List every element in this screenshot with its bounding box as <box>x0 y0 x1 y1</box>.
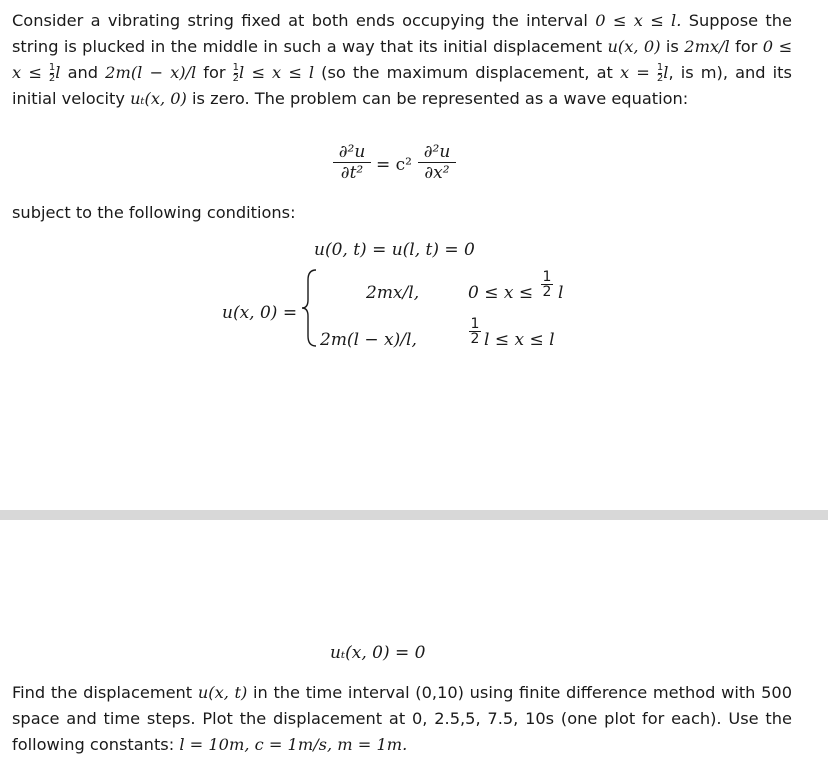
l-symbol: l <box>558 283 564 303</box>
case1-cond: 0 ≤ x ≤ <box>468 283 534 303</box>
wave-eq-rhs: ∂²u ∂x² <box>418 142 456 183</box>
text: for <box>203 63 226 82</box>
math: 2mx/l <box>684 37 730 56</box>
boundary-condition: u(0, t) = u(l, t) = 0 <box>314 240 475 260</box>
wave-eq-lhs: ∂²u ∂t² <box>333 142 371 183</box>
task-text: Find the displacement u(x, t) in the time interval (0,10) using finite difference method with 500 space and time steps. Plot the displacement at 0, 2.5,5, 7.5, 10s (one plot for each). Use the following constants: l = 10m, c = 1m/s, m = 1m. <box>12 683 792 754</box>
piecewise-lhs: u(x, 0) = <box>222 303 298 323</box>
subject-text: subject to the following conditions: <box>12 203 296 222</box>
math: l = 10m, <box>179 735 250 754</box>
case1-expr: 2mx/l, <box>366 283 420 303</box>
text: and <box>67 63 99 82</box>
text: initial velocity <box>12 89 125 108</box>
math: u(x, t) <box>197 683 248 702</box>
brace-icon <box>300 268 320 348</box>
fraction-half: $\frac{1}{2}$ <box>656 62 664 84</box>
section-divider <box>0 510 828 520</box>
math: u(x, 0) <box>607 37 661 56</box>
math: c = 1m/s, <box>254 735 333 754</box>
case2-expr: 2m(l − x)/l, <box>320 330 417 350</box>
problem-statement: Consider a vibrating string fixed at both ends occupying the interval 0 ≤ x ≤ l. Suppose the string is plucked in the middle in such a way that its initial displacement u(x, 0) is 2mx/l for 0 ≤ x ≤ $\frac{1}{2}$ l and 2m(l − x)/l for $\frac{1}{2}$ l ≤ x ≤ l (so the maximum displacement, at x = $\frac{1}{2}$ l, is m), and its initial velocity uₜ(x, 0) is zero. The problem can be represented as a wave equation: <box>12 11 793 108</box>
fraction-half: $\frac{1}{2}$ <box>48 62 56 84</box>
fraction-half: 1 2 <box>542 269 552 300</box>
math: x = <box>620 63 650 82</box>
case2-cond: l ≤ x ≤ l <box>484 330 555 350</box>
math: 0 ≤ x ≤ l. <box>595 11 682 30</box>
text: for <box>735 37 758 56</box>
fraction-half: 1 2 <box>470 316 480 347</box>
math: 2m(l − x)/l <box>105 63 197 82</box>
math: l <box>55 63 61 82</box>
math: l ≤ x ≤ l <box>239 63 315 82</box>
text: Suppose the string is plucked in the middle in such a way that its initial displacement <box>12 11 792 56</box>
math: uₜ(x, 0) <box>130 89 187 108</box>
velocity-condition: uₜ(x, 0) = 0 <box>330 643 426 663</box>
math: m = 1m. <box>337 735 408 754</box>
text: is zero. The problem can be represented as a wave equation: <box>192 89 689 108</box>
wave-eq-equals: = c² <box>376 155 412 175</box>
math: 0 ≤ x ≤ <box>12 37 793 82</box>
text: Consider a vibrating string fixed at both ends occupying the interval <box>12 11 588 30</box>
text: is <box>665 37 679 56</box>
math: l <box>663 63 669 82</box>
fraction-half: $\frac{1}{2}$ <box>232 62 240 84</box>
text: is m), and its <box>680 63 792 82</box>
text: (so the maximum displacement, at <box>321 63 613 82</box>
